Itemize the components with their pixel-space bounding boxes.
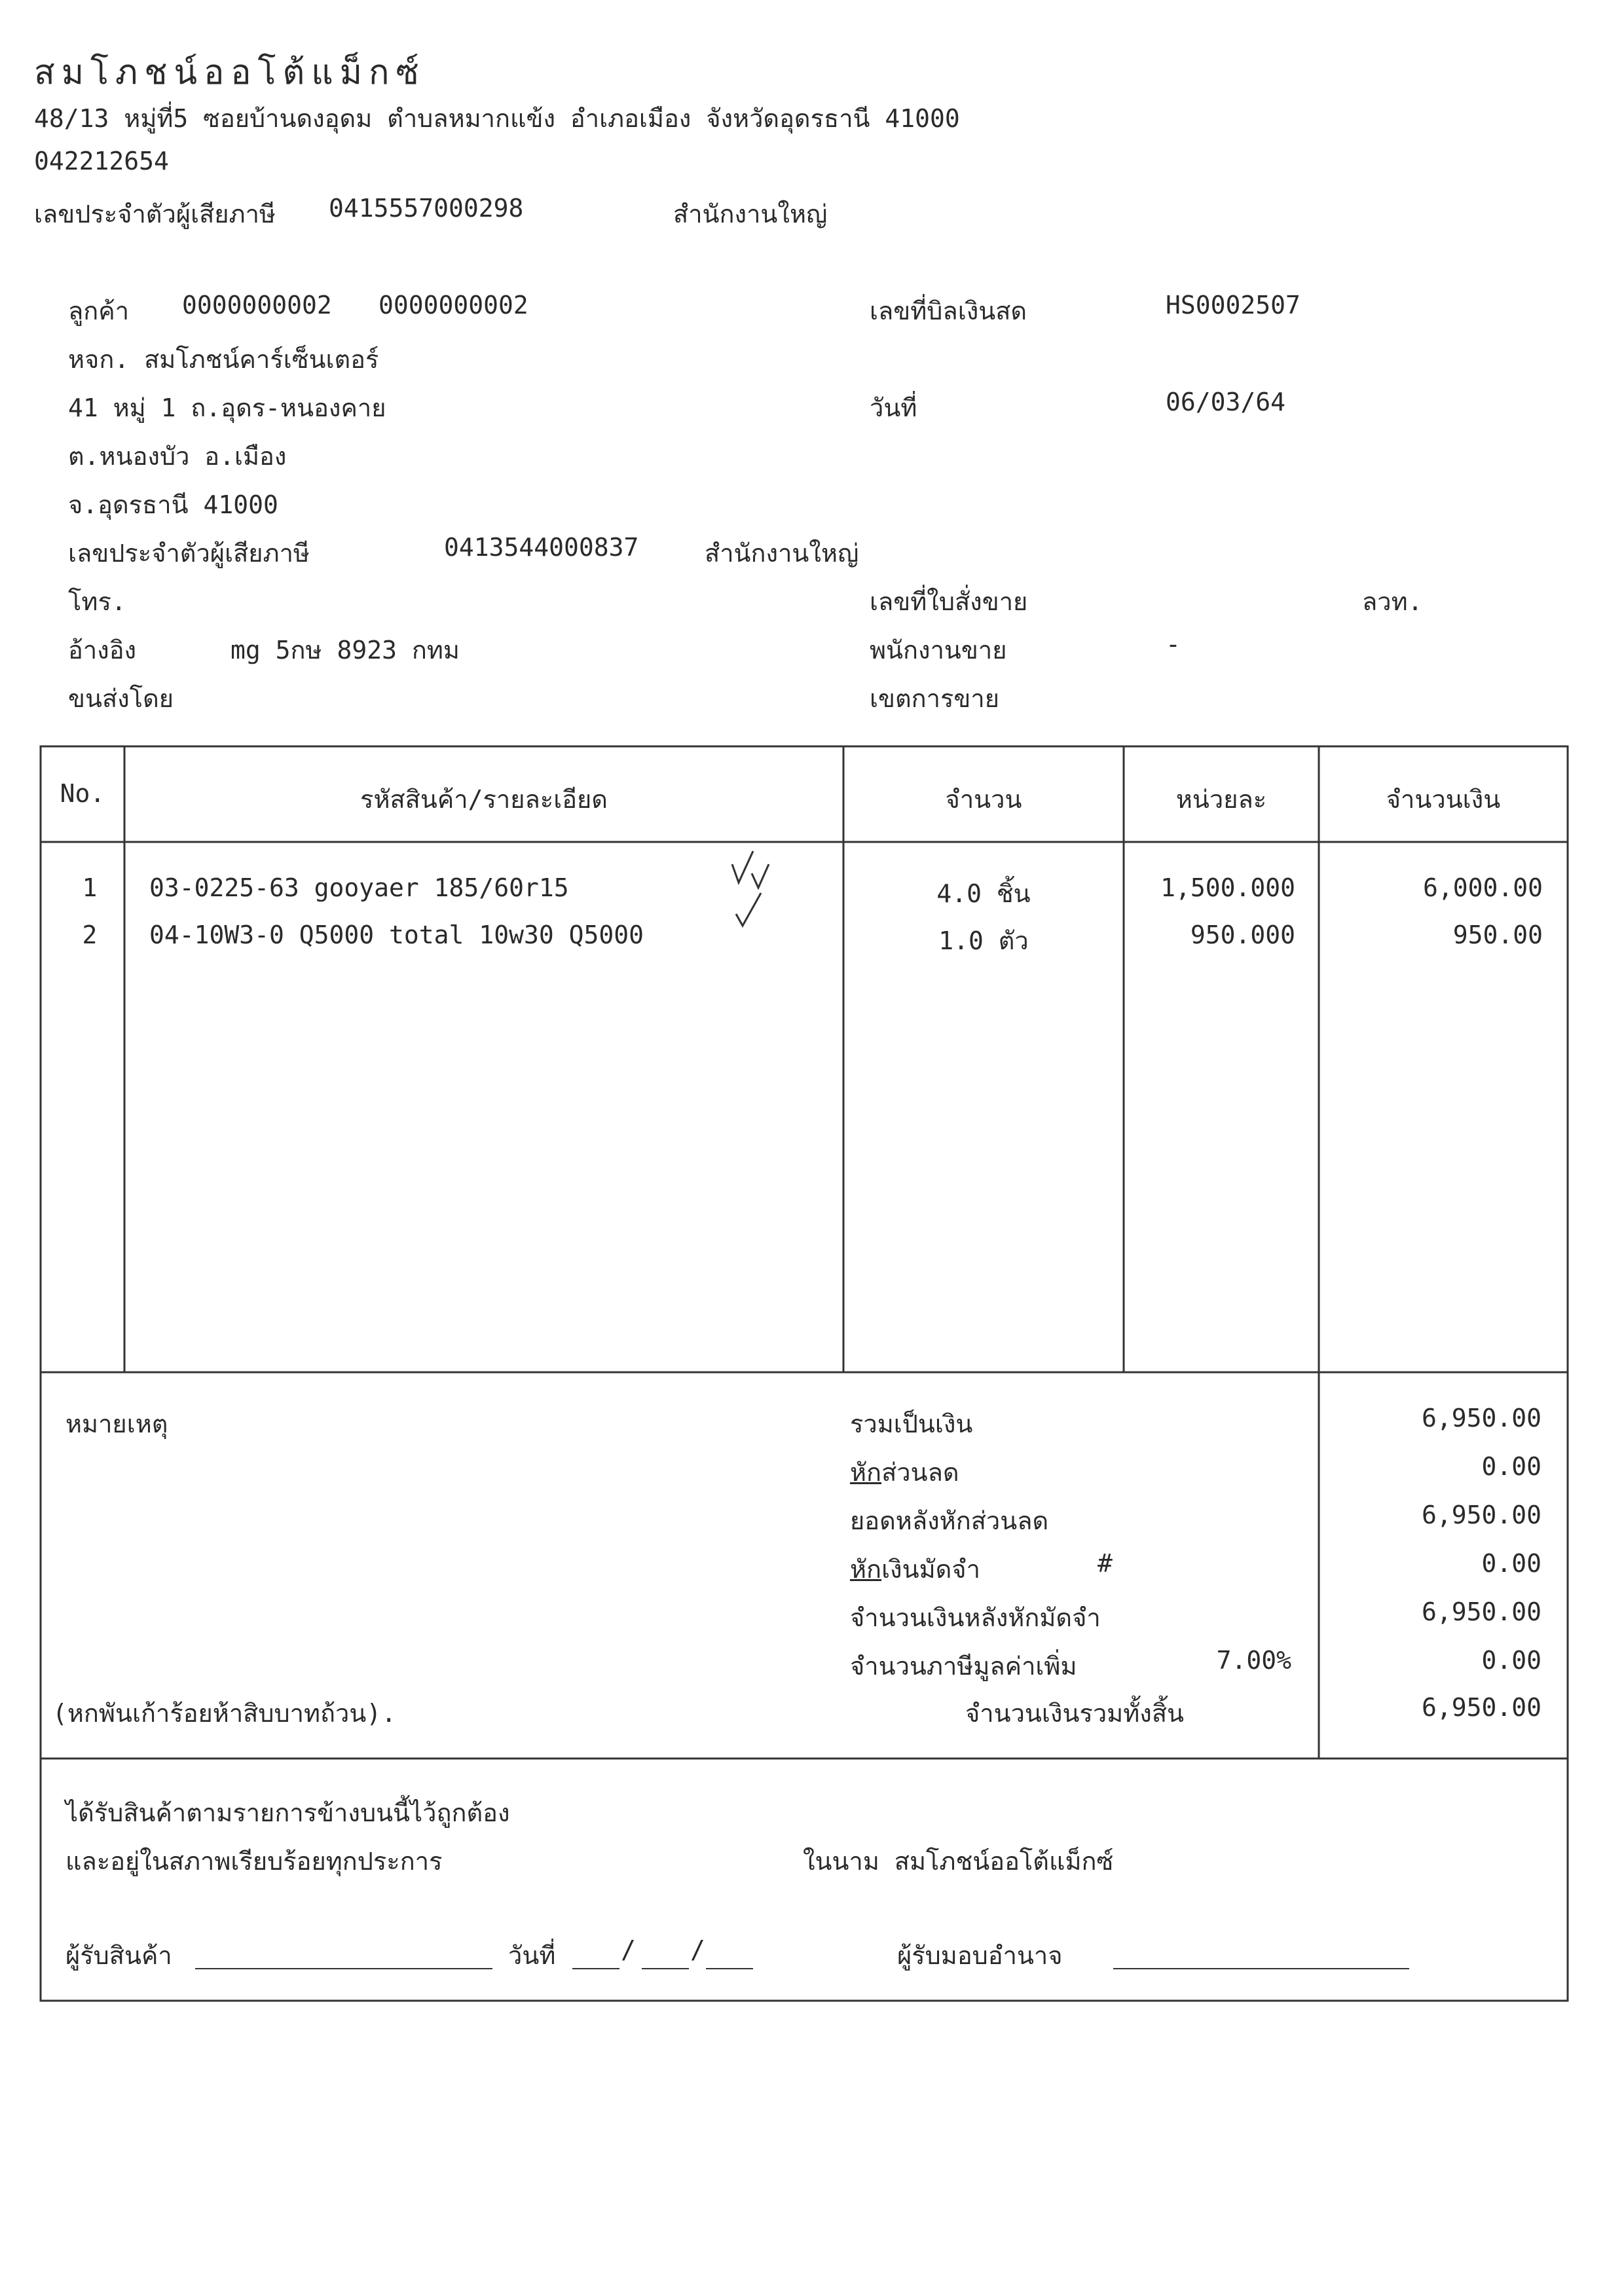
invoice-date-label: วันที่ <box>870 393 917 422</box>
authorized-signature-line <box>1113 1968 1409 1969</box>
invoice-number-label: เลขที่บิลเงินสด <box>870 297 1027 325</box>
deposit-label <box>850 1549 980 1589</box>
col-header-no: No. <box>60 779 105 808</box>
subtotal-label: รวมเป็นเงิน <box>850 1410 973 1438</box>
row-amount: 6,000.00 <box>1422 873 1543 902</box>
row-no: 1 <box>82 873 98 902</box>
receive-date-label: วันที่ <box>508 1941 556 1970</box>
salesperson-label: พนักงานขาย <box>870 636 1007 665</box>
seller-phone: 042212654 <box>34 147 169 175</box>
row-quantity: 1.0 ตัว <box>938 926 1029 955</box>
sales-area-label: เขตการขาย <box>870 684 999 713</box>
row-amount: 950.00 <box>1452 920 1543 949</box>
grand-total-value: 6,950.00 <box>1421 1693 1541 1722</box>
ship-via-label: ขนส่งโดย <box>68 684 174 713</box>
reference-value: mg 5กษ 8923 กทม <box>231 636 460 665</box>
received-statement-line2: และอยู่ในสภาพเรียบร้อยทุกประการ <box>65 1847 443 1876</box>
col-header-unit-price: หน่วยละ <box>1175 785 1267 814</box>
vat-value: 0.00 <box>1481 1646 1541 1675</box>
deposit-label-rest: เงินมัดจำ <box>881 1555 980 1584</box>
subtotal-value: 6,950.00 <box>1421 1404 1541 1432</box>
received-statement-line1: ได้รับสินค้าตามรายการข้างบนนี้ไว้ถูกต้อง <box>65 1798 510 1827</box>
row-unit-price: 1,500.000 <box>1160 873 1295 902</box>
discount-label <box>850 1452 959 1492</box>
invoice-number: HS0002507 <box>1166 291 1301 319</box>
col-header-amount: จำนวนเงิน <box>1386 785 1501 814</box>
col-header-description: รหัสสินค้า/รายละเอียด <box>360 785 608 814</box>
receive-date-slash-1: / <box>621 1935 636 1964</box>
row-no: 2 <box>82 920 98 949</box>
customer-address-line2: ต.หนองบัว อ.เมือง <box>68 442 287 471</box>
after-deposit-label: จำนวนเงินหลังหักมัดจำ <box>850 1603 1101 1632</box>
customer-address-line1: 41 หมู่ 1 ถ.อุดร-หนองคาย <box>68 393 386 422</box>
after-deposit-value: 6,950.00 <box>1421 1597 1541 1626</box>
deposit-label-prefix: หัก <box>850 1555 882 1584</box>
seller-branch: สำนักงานใหญ่ <box>673 200 828 228</box>
authorized-label: ผู้รับมอบอำนาจ <box>897 1941 1063 1970</box>
row-unit-price: 950.000 <box>1190 920 1295 949</box>
customer-tax-id: 0413544000837 <box>444 533 639 562</box>
customer-branch: สำนักงานใหญ่ <box>705 539 859 568</box>
seller-address: 48/13 หมู่ที่5 ซอยบ้านดงอุดม ตำบลหมากแข้ง อำเภอเมือง จังหวัดอุดรธานี 41000 <box>34 104 960 133</box>
discount-value: 0.00 <box>1481 1452 1541 1481</box>
sales-order-label: เลขที่ใบสั่งขาย <box>870 587 1028 616</box>
row-description: 03-0225-63 gooyaer 185/60r15 <box>149 873 569 902</box>
check-marks <box>732 851 769 926</box>
receiver-label: ผู้รับสินค้า <box>65 1941 172 1970</box>
customer-name: หจก. สมโภชน์คาร์เซ็นเตอร์ <box>68 345 379 374</box>
customer-phone-label: โทร. <box>68 587 126 616</box>
grand-total-label: จำนวนเงินรวมทั้งสิ้น <box>965 1699 1184 1728</box>
receiver-signature-line <box>195 1968 492 1969</box>
customer-code-1: 0000000002 <box>182 291 332 319</box>
amount-in-words: (หกพันเก้าร้อยห้าสิบบาทถ้วน). <box>52 1699 397 1728</box>
seller-name: สมโภชน์ออโต้แม็กซ์ <box>34 53 426 92</box>
vat-rate: 7.00% <box>1216 1646 1291 1675</box>
invoice-date: 06/03/64 <box>1166 388 1286 416</box>
deposit-value: 0.00 <box>1481 1549 1541 1578</box>
receive-date-day-line <box>572 1968 619 1969</box>
reference-label: อ้างอิง <box>68 636 137 665</box>
receive-date-month-line <box>642 1968 689 1969</box>
salesperson-value: - <box>1166 630 1181 659</box>
customer-code-2: 0000000002 <box>378 291 528 319</box>
deposit-hash: # <box>1098 1549 1113 1578</box>
seller-tax-id-label: เลขประจำตัวผู้เสียภาษี <box>34 200 276 228</box>
receive-date-slash-2: / <box>690 1935 705 1964</box>
customer-address-line3: จ.อุดรธานี 41000 <box>68 490 278 519</box>
on-behalf-of: ในนาม สมโภชน์ออโต้แม็กซ์ <box>803 1847 1114 1876</box>
customer-tax-id-label: เลขประจำตัวผู้เสียภาษี <box>68 539 310 568</box>
sales-order-suffix: ลวท. <box>1362 587 1423 616</box>
vat-label: จำนวนภาษีมูลค่าเพิ่ม <box>850 1652 1077 1681</box>
row-quantity: 4.0 ชิ้น <box>936 879 1031 908</box>
customer-label: ลูกค้า <box>68 297 130 325</box>
row-description: 04-10W3-0 Q5000 total 10w30 Q5000 <box>149 920 644 949</box>
remark-label: หมายเหตุ <box>65 1410 168 1438</box>
discount-label-rest: ส่วนลด <box>881 1458 959 1487</box>
col-header-quantity: จำนวน <box>945 785 1022 814</box>
after-discount-label: ยอดหลังหักส่วนลด <box>850 1506 1049 1535</box>
receive-date-year-line <box>706 1968 753 1969</box>
discount-label-prefix: หัก <box>850 1458 882 1487</box>
seller-tax-id: 0415557000298 <box>329 194 524 223</box>
after-discount-value: 6,950.00 <box>1421 1501 1541 1529</box>
